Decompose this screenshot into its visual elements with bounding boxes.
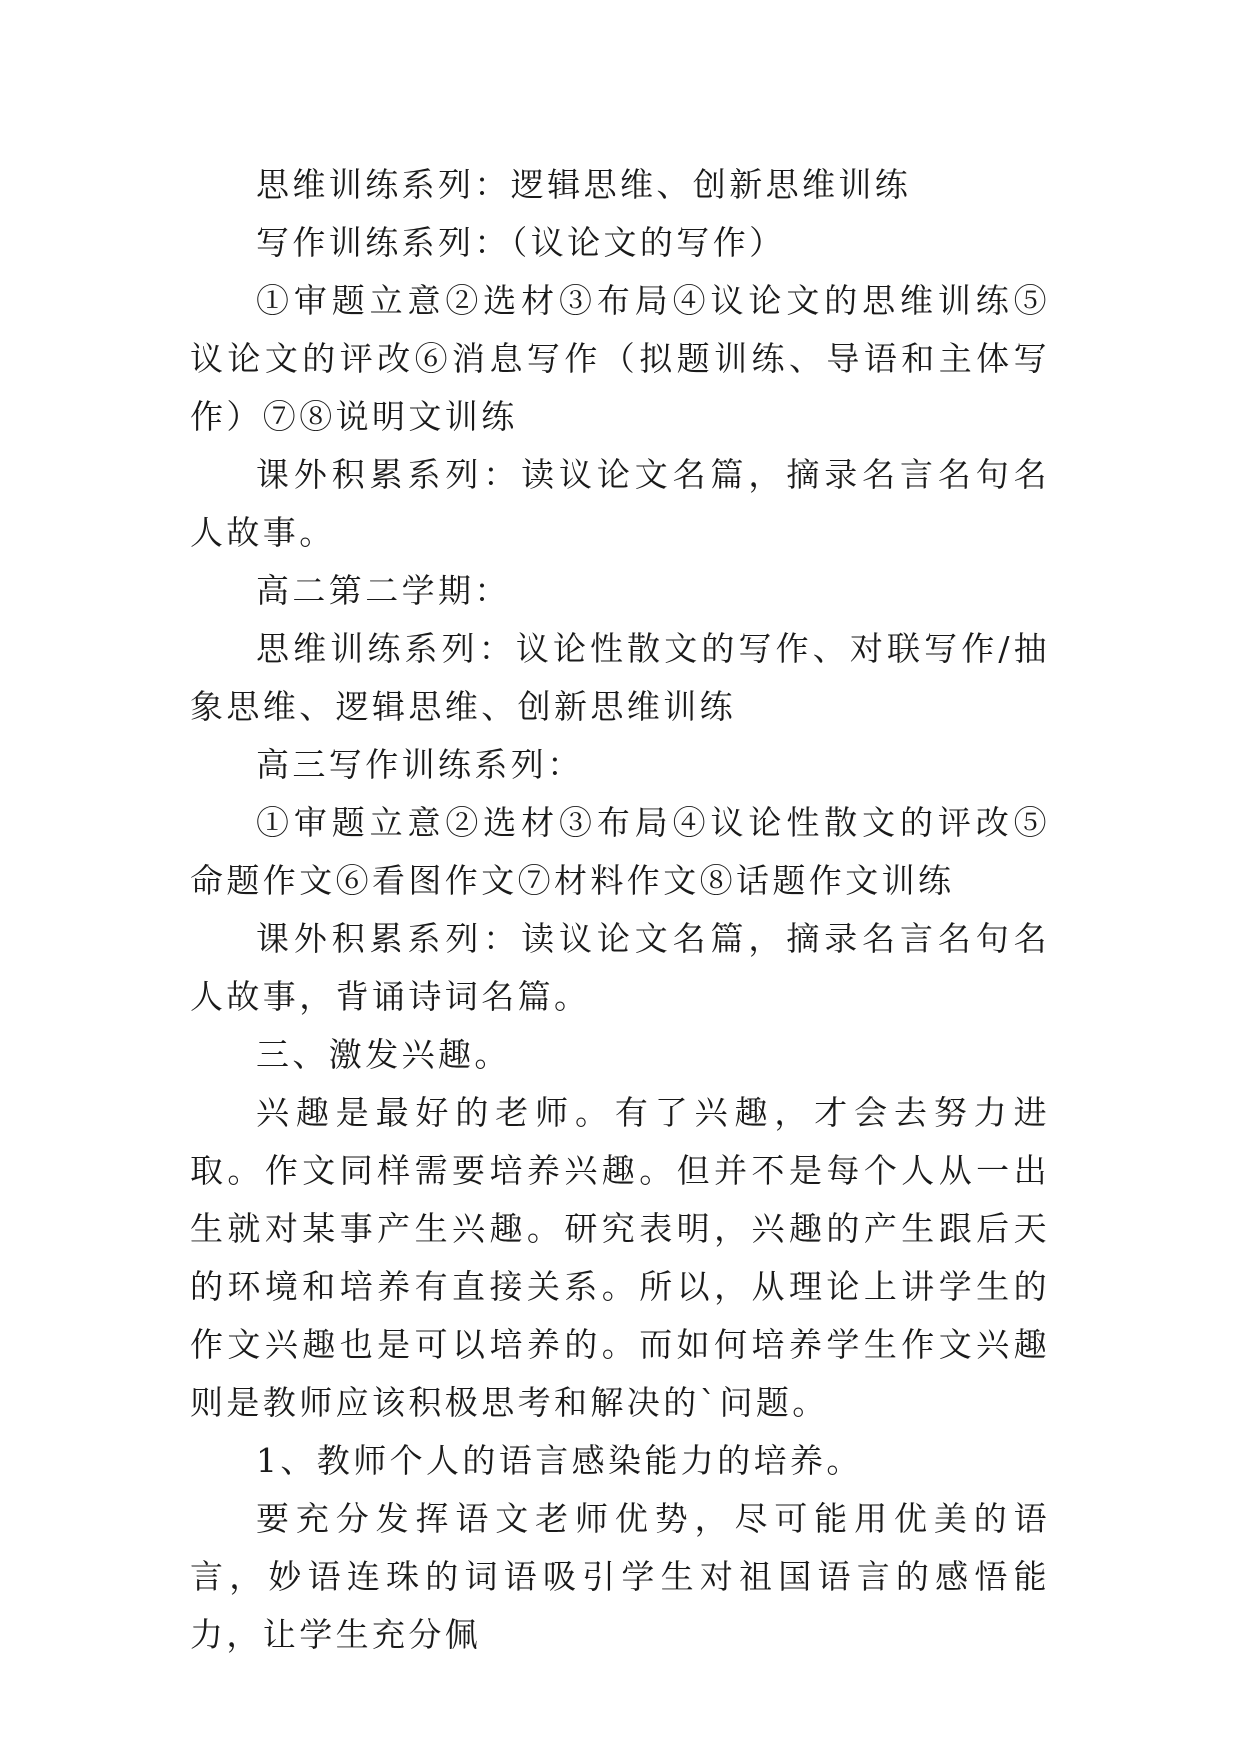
paragraph-writing-training-series: 写作训练系列：（议论文的写作） — [256, 223, 786, 262]
paragraph-thinking-training-series: 思维训练系列：逻辑思维、创新思维训练 — [256, 165, 912, 204]
paragraph-argumentative-writing-steps: ①审题立意②选材③布局④议论文的思维训练⑤议论文的评改⑥消息写作（拟题训练、导语和主体写作）⑦⑧说明文训练 — [190, 281, 1050, 436]
paragraph-grade11-second-semester: 高二第二学期： — [256, 571, 511, 610]
paragraph-use-teacher-advantage: 要充分发挥语文老师优势，尽可能用优美的语言，妙语连珠的词语吸引学生对祖国语言的感悟能力，让学生充分佩 — [190, 1499, 1050, 1654]
subheading-teacher-language-ability: 1、教师个人的语言感染能力的培养。 — [256, 1441, 863, 1480]
paragraph-grade12-writing-series: 高三写作训练系列： — [256, 745, 584, 784]
document-body — [190, 156, 1050, 1664]
paragraph-grade12-writing-steps: ①审题立意②选材③布局④议论性散文的评改⑤命题作文⑥看图作文⑦材料作文⑧话题作文训练 — [190, 803, 1050, 900]
paragraph-interest-is-best-teacher: 兴趣是最好的老师。有了兴趣，才会去努力进取。作文同样需要培养兴趣。但并不是每个人从一出生就对某事产生兴趣。研究表明，兴趣的产生跟后天的环境和培养有直接关系。所以，从理论上讲学生的作文兴趣也是可以培养的。而如何培养学生作文兴趣则是教师应该积极思考和解决的`问题。 — [190, 1093, 1050, 1422]
paragraph-extracurricular-accumulation-2: 课外积累系列：读议论文名篇，摘录名言名句名人故事，背诵诗词名篇。 — [190, 919, 1050, 1016]
paragraph-thinking-training-series-2: 思维训练系列：议论性散文的写作、对联写作/抽象思维、逻辑思维、创新思维训练 — [190, 629, 1050, 726]
section-heading-stimulate-interest: 三、激发兴趣。 — [256, 1035, 511, 1074]
paragraph-extracurricular-accumulation: 课外积累系列：读议论文名篇，摘录名言名句名人故事。 — [190, 455, 1050, 552]
